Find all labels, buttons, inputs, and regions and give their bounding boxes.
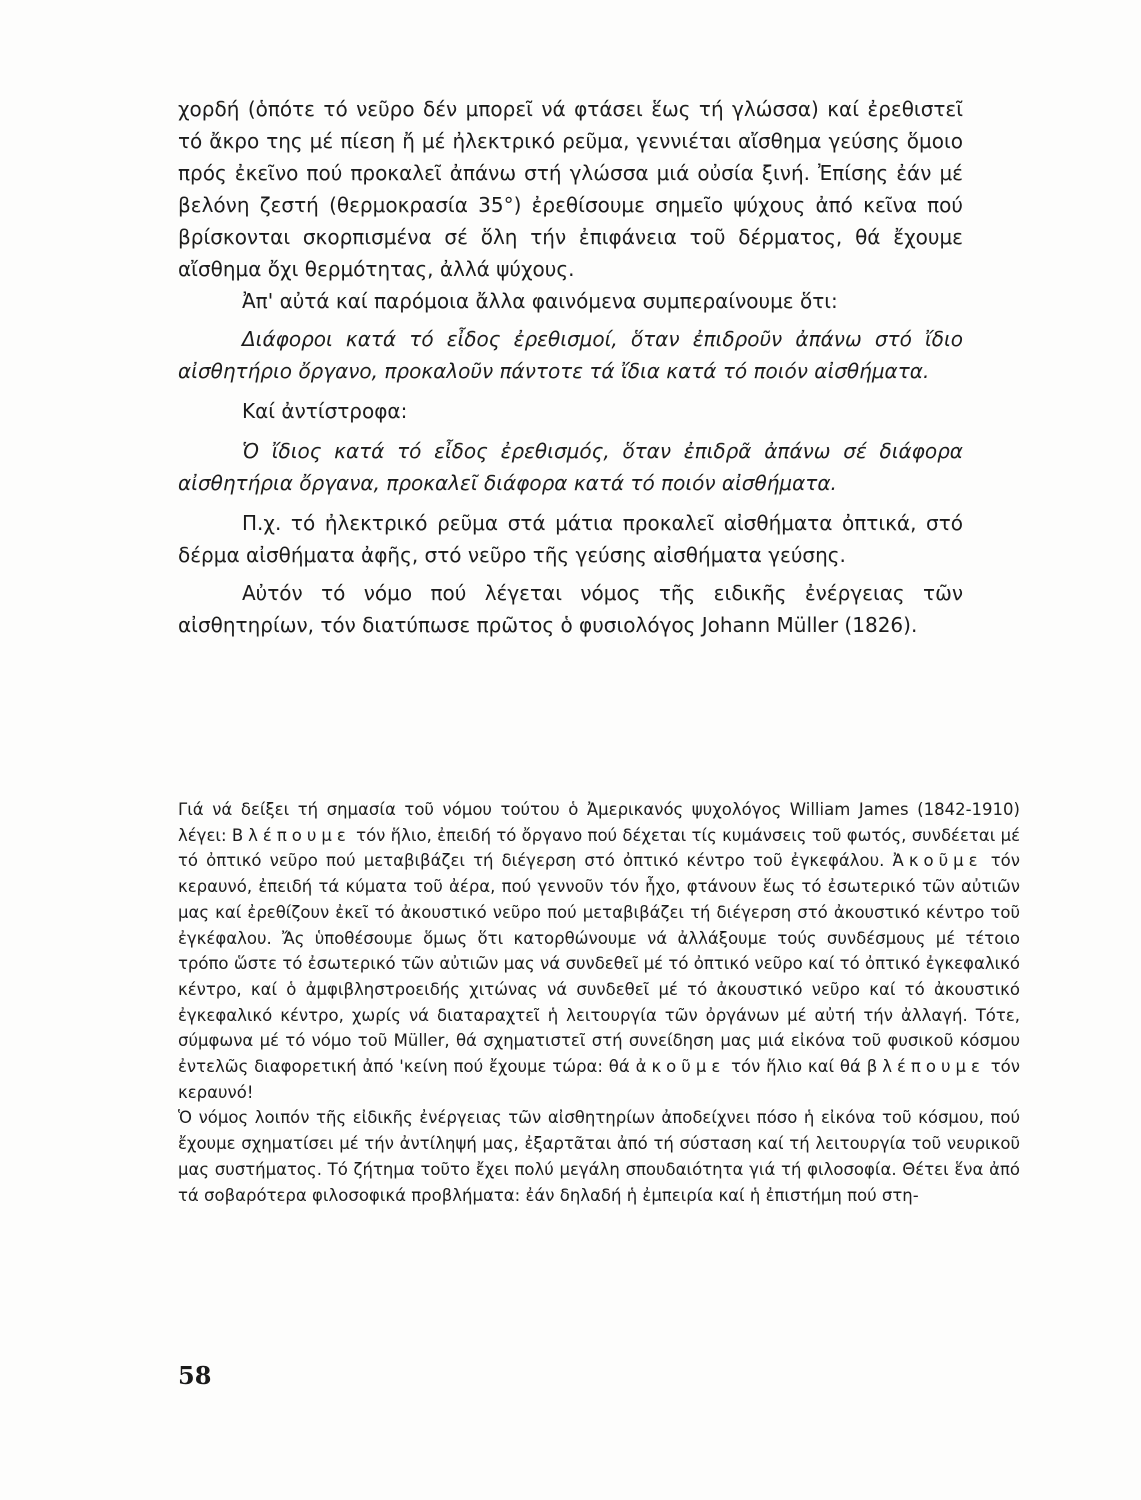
note-spaced-word: βλέπουμε xyxy=(866,1057,985,1077)
page-number: 58 xyxy=(178,1361,212,1390)
note-text-segment: τόν κεραυνό, ἐπειδή τά κύματα τοῦ ἀέρα, πού γεννοῦν τόν ἦχο, φτάνουν ἕως τό ἐσωτερικό τῶν αὐτιῶν μας καί ἐρεθίζουν ἐκεῖ τό ἀκουστικό νεῦρο πού μεταβιβάζει τή διέγερση στό ἀκουστικό κέντρο τοῦ ἐγκέφαλου. Ἄς ὑποθέσουμε ὅμως ὅτι κατορθώνουμε νά ἀλλάξουμε τούς συνδέσμους μέ τέτοιο τρόπο ὥστε τό ἐσωτερικό τῶν αὐτιῶν μας νά συνδεθεῖ μέ τό ὀπτικό νεῦρο καί τό ὀπτικό ἐγκεφαλικό κέντρο, καί ὁ ἀμφιβληστροειδής χιτώνας νά συνδεθεῖ μέ τό ἀκουστικό νεῦρο καί τό ἀκουστικό ἐγκεφαλικό κέντρο, χωρίς νά διαταραχτεῖ ἡ λειτουργία τῶν ὀργάνων μέ αὐτή τήν ἀλλαγή. Τότε, σύμφωνα μέ τό νόμο τοῦ Müller, θά σχηματιστεῖ στή συνείδηση μας μιά εἰκόνα τοῦ φυσικοῦ κόσμου ἐντελῶς διαφορετική ἀπό 'κείνη πού ἔχουμε τώρα: θά xyxy=(178,851,1020,1077)
note-text-segment: τόν ἥλιο, ἐπειδή τό ὄργανο πού δέχεται τίς κυμάνσεις τοῦ φωτός, συνδέεται μέ τό ὀπτικό νεῦρο πού μεταβιβάζει τή διέγερση στό ὀπτικό κέντρο τοῦ ἐγκεφάλου. xyxy=(178,825,1020,871)
note-text-block xyxy=(178,797,1020,1208)
note-spaced-word: Βλέπουμε xyxy=(231,825,351,845)
note-spaced-word: Ἀκοῦμε xyxy=(892,851,983,871)
note-text-segment: Γιά νά δείξει τή σημασία τοῦ νόμου τούτου ὁ Ἀμερικανός ψυχολόγος William James (1842-1910) λέγει: xyxy=(178,800,1020,845)
note-paragraph-conclusion: Ὁ νόμος λοιπόν τῆς εἰδικῆς ἐνέργειας τῶν αἰσθητηρίων ἀποδείχνει πόσο ἡ εἰκόνα τοῦ κόσμου, πού ἔχουμε σχηματίσει μέ τήν ἀντίληψή μας, ἐξαρτᾶται ἀπό τή σύσταση καί τή λειτουργία τοῦ νευρικοῦ μας συστήματος. Τό ζήτημα τοῦτο ἔχει πολύ μεγάλη σπουδαιότητα γιά τή φιλοσοφία. Θέτει ἕνα ἀπό τά σοβαρότερα φιλοσοφικά προβλήματα: ἐάν δηλαδή ἡ ἐμπειρία καί ἡ ἐπιστήμη πού στη- xyxy=(178,1108,1020,1205)
paragraph-conclusion-intro: Ἀπ' αὐτά καί παρόμοια ἄλλα φαινόμενα συμπεραίνουμε ὅτι: xyxy=(242,289,838,313)
paragraph-conversely: Καί ἀντίστροφα: xyxy=(242,399,408,423)
paragraph-example: Π.χ. τό ἠλεκτρικό ρεῦμα στά μάτια προκαλεῖ αἰσθήματα ὀπτικά, στό δέρμα αἰσθήματα ἀφῆς, στό νεῦρο τῆς γεύσης αἰσθήματα γεύσης. xyxy=(178,511,963,567)
note-text-segment: τόν κεραυνό! xyxy=(178,1057,1020,1102)
paragraph-continued: χορδή (ὁπότε τό νεῦρο δέν μπορεῖ νά φτάσει ἕως τή γλώσσα) καί ἐρεθιστεῖ τό ἄκρο της μέ πίεση ἤ μέ ἠλεκτρικό ρεῦμα, γεννιέται αἴσθημα γεύσης ὅμοιο πρός ἐκεῖνο πού προκαλεῖ ἀπάνω στή γλώσσα μιά οὐσία ξινή. Ἐπίσης ἐάν μέ βελόνη ζεστή (θερμοκρασία 35°) ἐρεθίσουμε σημεῖο ψύχους ἀπό κεῖνα πού βρίσκονται σκορπισμένα σέ ὅλη τήν ἐπιφάνεια τοῦ δέρματος, θά ἔχουμε αἴσθημα ὄχι θερμότητας, ἀλλά ψύχους. xyxy=(178,97,963,281)
note-text-segment: τόν ἥλιο καί θά xyxy=(725,1057,867,1077)
law-statement-1: Διάφοροι κατά τό εἶδος ἐρεθισμοί, ὅταν ἐπιδροῦν ἀπάνω στό ἴδιο αἰσθητήριο ὄργανο, προκαλοῦν πάντοτε τά ἴδια κατά τό ποιόν αἰσθήματα. xyxy=(178,327,963,383)
main-text-block xyxy=(178,93,963,641)
note-paragraph-james xyxy=(178,797,1020,1105)
paragraph-muller-law: Αὐτόν τό νόμο πού λέγεται νόμος τῆς ειδικῆς ἐνέργειας τῶν αἰσθητηρίων, τόν διατύπωσε πρῶτος ὁ φυσιολόγος Johann Müller (1826). xyxy=(178,581,963,637)
note-spaced-word: ἀκοῦμε xyxy=(635,1057,726,1077)
law-statement-2: Ὁ ἴδιος κατά τό εἶδος ἐρεθισμός, ὅταν ἐπιδρᾶ ἀπάνω σέ διάφορα αἰσθητήρια ὄργανα, προκαλεῖ διάφορα κατά τό ποιόν αἰσθήματα. xyxy=(178,439,963,495)
